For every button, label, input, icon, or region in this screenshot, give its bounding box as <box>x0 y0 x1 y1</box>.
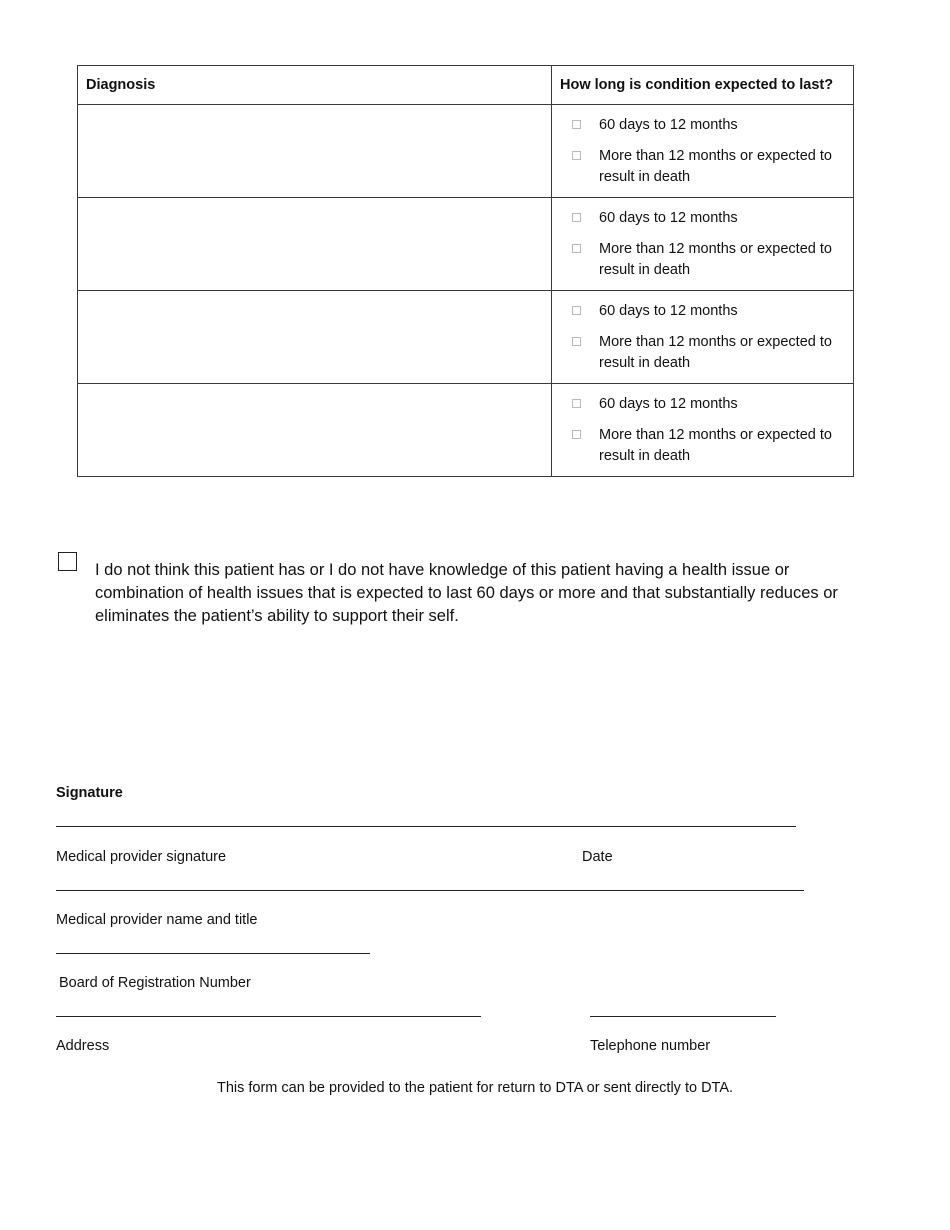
option-label: 60 days to 12 months <box>599 117 738 133</box>
checkbox-60-days-to-12-months[interactable] <box>572 213 581 222</box>
duration-option[interactable] <box>572 301 843 322</box>
checkbox-more-than-12-months[interactable] <box>572 244 581 253</box>
duration-cell <box>552 198 854 291</box>
telephone-line[interactable] <box>590 1016 776 1017</box>
option-label: More than 12 months or expected to result in death <box>599 334 832 371</box>
checkbox-60-days-to-12-months[interactable] <box>572 399 581 408</box>
provider-name-line[interactable] <box>56 890 804 891</box>
table-header-row <box>78 66 854 105</box>
table-row <box>78 384 854 477</box>
option-label: More than 12 months or expected to result in death <box>599 241 832 278</box>
duration-cell <box>552 384 854 477</box>
provider-signature-line[interactable] <box>56 826 796 827</box>
no-condition-checkbox[interactable] <box>58 552 77 571</box>
diagnosis-cell[interactable] <box>78 384 552 477</box>
option-label: 60 days to 12 months <box>599 396 738 412</box>
no-condition-statement <box>58 552 848 628</box>
duration-column-header: How long is condition expected to last? <box>552 66 854 105</box>
address-line[interactable] <box>56 1016 481 1017</box>
duration-option[interactable] <box>572 332 843 374</box>
option-label: More than 12 months or expected to result in death <box>599 427 832 464</box>
footer-note: This form can be provided to the patient for return to DTA or sent directly to DTA. <box>216 1080 734 1096</box>
duration-option[interactable] <box>572 239 843 281</box>
diagnosis-entry-1[interactable] <box>78 105 551 197</box>
signature-heading: Signature <box>56 785 123 801</box>
option-label: 60 days to 12 months <box>599 303 738 319</box>
provider-name-label: Medical provider name and title <box>56 912 258 928</box>
checkbox-more-than-12-months[interactable] <box>572 337 581 346</box>
table-row <box>78 198 854 291</box>
provider-signature-label: Medical provider signature <box>56 849 227 865</box>
address-label: Address <box>56 1038 110 1054</box>
duration-cell <box>552 105 854 198</box>
diagnosis-entry-3[interactable] <box>78 291 551 383</box>
diagnosis-cell[interactable] <box>78 198 552 291</box>
option-label: More than 12 months or expected to result in death <box>599 148 832 185</box>
duration-option[interactable] <box>572 208 843 229</box>
diagnosis-cell[interactable] <box>78 291 552 384</box>
telephone-label: Telephone number <box>590 1038 711 1054</box>
duration-option[interactable] <box>572 146 843 188</box>
checkbox-60-days-to-12-months[interactable] <box>572 120 581 129</box>
duration-option[interactable] <box>572 394 843 415</box>
registration-number-label: Board of Registration Number <box>59 975 251 991</box>
option-label: 60 days to 12 months <box>599 210 738 226</box>
diagnosis-cell[interactable] <box>78 105 552 198</box>
registration-number-line[interactable] <box>56 953 370 954</box>
date-label: Date <box>582 849 613 865</box>
statement-text: I do not think this patient has or I do not have knowledge of this patient having a health issue or combination of health issues that is expected to last 60 days or more and that substantially reduces or eliminates the patient’s ability to support their self. <box>95 561 838 625</box>
diagnosis-column-header: Diagnosis <box>78 66 552 105</box>
diagnosis-table <box>77 65 854 477</box>
checkbox-more-than-12-months[interactable] <box>572 151 581 160</box>
checkbox-more-than-12-months[interactable] <box>572 430 581 439</box>
duration-option[interactable] <box>572 115 843 136</box>
checkbox-60-days-to-12-months[interactable] <box>572 306 581 315</box>
table-row <box>78 291 854 384</box>
diagnosis-entry-4[interactable] <box>78 384 551 476</box>
duration-option[interactable] <box>572 425 843 467</box>
diagnosis-entry-2[interactable] <box>78 198 551 290</box>
duration-cell <box>552 291 854 384</box>
table-row <box>78 105 854 198</box>
